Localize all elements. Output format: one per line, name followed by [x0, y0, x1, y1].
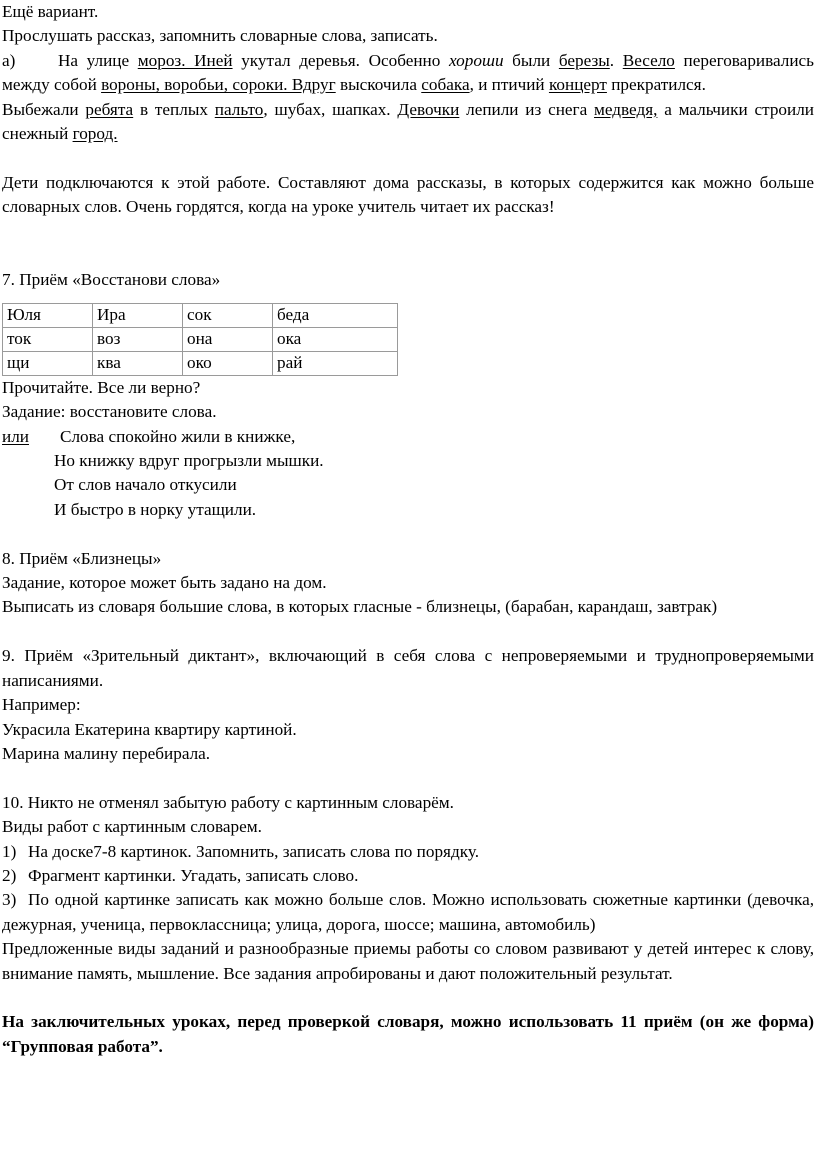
table-cell: щи — [3, 351, 93, 375]
vocab-word: березы — [558, 50, 610, 70]
syllable-table — [2, 303, 398, 376]
section9-heading: 9. Приём «Зрительный диктант», включающий в себя слова с непроверяемыми и труднопроверяемыми написаниями. — [2, 646, 814, 690]
poem-line: Но книжку вдруг прогрызли мышки. — [54, 451, 324, 471]
children-paragraph: Дети подключаются к этой работе. Составляют дома рассказы, в которых содержится как можно больше словарных слов. Очень гордятся, когда на уроке учитель читает их рассказ! — [2, 172, 814, 217]
table-cell: ока — [273, 327, 398, 351]
section9-example-label: Например: — [2, 695, 81, 715]
list-item: 2) Фрагмент картинки. Угадать, записать слово. — [2, 865, 359, 885]
table-cell: ква — [93, 351, 183, 375]
spacer — [2, 986, 814, 1010]
spacer — [2, 220, 814, 269]
table-cell: беда — [273, 303, 398, 327]
intro-title: Ещё вариант. — [2, 2, 99, 21]
section8-line: Выписать из словаря большие слова, в которых гласные - близнецы, (барабан, карандаш, завтрак) — [2, 597, 718, 617]
vocab-word: Девочки — [397, 99, 460, 119]
story-paragraph-2: Выбежали ребята в теплых пальто, шубах, шапках. Девочки лепили из снега медведя, а мальчики строили снежный город. — [2, 99, 814, 144]
summary-paragraph: Предложенные виды заданий и разнообразные приемы работы со словом развивают у детей интерес к слову, внимание память, мышление. Все задания апробированы и дают положительный результат. — [2, 939, 814, 983]
poem-first-line — [2, 425, 814, 449]
poem-line: От слов начало откусили — [54, 475, 237, 495]
section8-line: Задание, которое может быть задано на дом. — [2, 573, 327, 593]
poem-line: И быстро в норку утащили. — [54, 499, 257, 519]
spacer — [2, 146, 814, 170]
vocab-word: собака — [421, 75, 470, 95]
section9-example: Украсила Екатерина квартиру картиной. — [2, 719, 297, 739]
section9-example: Марина малину перебирала. — [2, 743, 211, 763]
vocab-word: Весело — [622, 50, 675, 70]
section7-task: Задание: восстановите слова. — [2, 402, 217, 422]
section7-heading: 7. Приём «Восстанови слова» — [2, 270, 221, 290]
section10-heading: 10. Никто не отменял забытую работу с картинным словарём. — [2, 792, 454, 812]
section7-question: Прочитайте. Все ли верно? — [2, 377, 201, 397]
table-cell: сок — [183, 303, 273, 327]
list-item: 1) На доске7-8 картинок. Запомнить, записать слова по порядку. — [2, 841, 479, 861]
vocab-word-italic: хороши — [448, 50, 504, 70]
final-bold-paragraph: На заключительных уроках, перед проверкой словаря, можно использовать 11 приём (он же форма) “Групповая работа”. — [2, 1012, 814, 1056]
table-cell: она — [183, 327, 273, 351]
spacer — [2, 766, 814, 790]
table-cell: рай — [273, 351, 398, 375]
or-label: или — [2, 426, 29, 446]
intro-task: Прослушать рассказ, запомнить словарные слова, записать. — [2, 26, 438, 46]
poem-line: Слова спокойно жили в книжке, — [60, 426, 296, 446]
table-row — [3, 351, 398, 375]
table-cell: Ира — [93, 303, 183, 327]
vocab-word: мороз. Иней — [137, 50, 233, 70]
vocab-word: медведя, — [594, 99, 658, 119]
spacer — [2, 522, 814, 546]
vocab-word: ребята — [85, 99, 134, 119]
story-paragraph: а) На улице мороз. Иней укутал деревья. Особенно хороши были березы. Весело переговаривались между собой вороны, воробьи, сороки. Вдруг выскочила собака, и птичий концерт прекратился. — [2, 50, 815, 95]
vocab-word: город. — [72, 124, 118, 144]
table-cell: око — [183, 351, 273, 375]
vocab-word: концерт — [548, 75, 607, 95]
table-cell: ток — [3, 327, 93, 351]
table-row — [3, 303, 398, 327]
list-item: 3) По одной картинке записать как можно больше слов. Можно использовать сюжетные картинки (девочка, дежурная, ученица, первоклассница; улица, дорога, шоссе; машина, автомобиль) — [2, 890, 814, 934]
table-row — [3, 327, 398, 351]
spacer — [2, 620, 814, 644]
vocab-word: пальто — [214, 99, 264, 119]
section8-heading: 8. Приём «Близнецы» — [2, 548, 162, 568]
table-cell: воз — [93, 327, 183, 351]
section10-subheading: Виды работ с картинным словарем. — [2, 817, 262, 837]
story-label: а) — [2, 50, 16, 70]
vocab-word: вороны, воробьи, сороки. Вдруг — [101, 75, 336, 95]
table-cell: Юля — [3, 303, 93, 327]
